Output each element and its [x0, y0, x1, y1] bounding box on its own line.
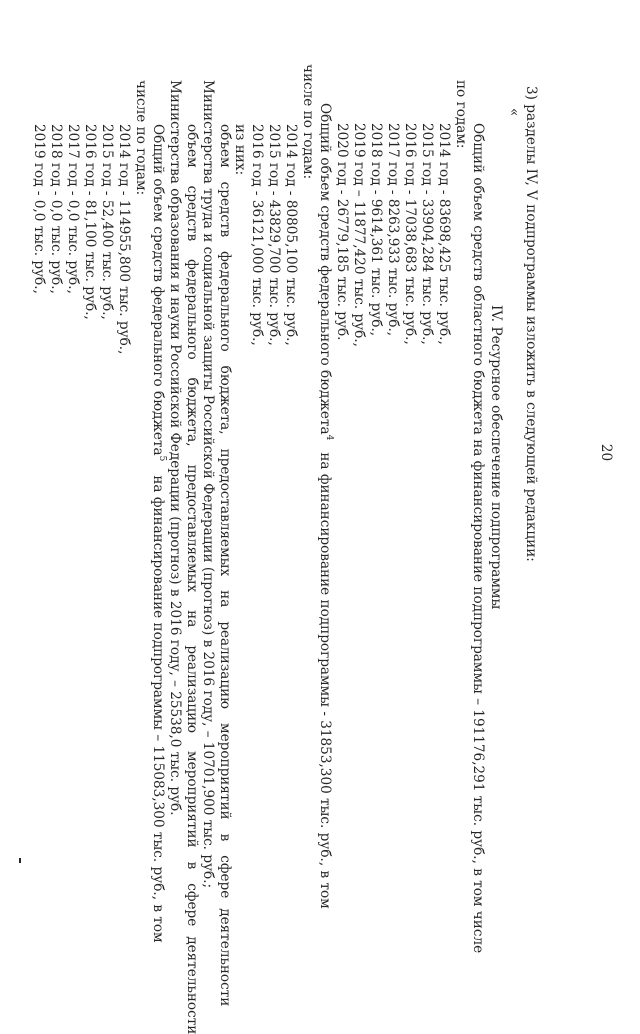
federal5-total: [147, 124, 167, 943]
federal4-year-2014: 2014 год - 80805,100 тыс. руб.,: [283, 124, 299, 346]
federal5-year-2017: 2017 год - 0,0 тыс. руб.,: [65, 124, 81, 294]
word: бюджета,: [184, 377, 200, 447]
regional-year-2018: 2018 год - 9614,361 тыс. руб.,: [368, 123, 384, 337]
word: средств: [217, 181, 233, 238]
regional-year-2014: 2014 год - 83698,425 тыс. руб.,: [436, 123, 452, 345]
regional-total: Общий объем средств областного бюджета на финансирование подпрограммы – 191176,291 тыс. руб., в том числе: [470, 123, 486, 954]
word: деятельности: [184, 936, 200, 1034]
regional-total-cont: по годам:: [453, 80, 469, 149]
federal4-year-2015: 2015 год - 43829,700 тыс. руб.,: [266, 124, 282, 346]
federal5-year-2018: 2018 год - 0,0 тыс. руб.,: [48, 124, 64, 294]
regional-year-2017: 2017 год - 8263,933 тыс. руб.,: [385, 123, 401, 337]
word: в: [217, 833, 233, 842]
word: сфере: [184, 883, 200, 927]
word: мероприятий: [184, 751, 200, 848]
labor-ministry-line: [216, 124, 234, 1006]
word: на: [184, 610, 200, 628]
page-number: 20: [598, 443, 614, 462]
federal4-total-text-b: на финансирование подпрограммы - 31853,300 тыс. руб., в том: [317, 452, 333, 909]
word: объем: [217, 124, 233, 168]
regional-year-2019: 2019 год – 11877,420 тыс. руб.,: [351, 123, 367, 347]
federal5-year-2016: 2016 год - 81,100 тыс. руб.,: [82, 124, 98, 320]
word: федерального: [184, 259, 200, 360]
federal4-total: [314, 103, 334, 909]
section-title: IV. Ресурсное обеспечение подпрограммы: [488, 305, 504, 610]
word: объем: [184, 124, 200, 168]
word: мероприятий: [217, 723, 233, 820]
federal4-year-2016: 2016 год - 36121,000 тыс. руб.,: [249, 124, 265, 346]
footnote-5-marker: 5: [157, 455, 167, 462]
federal5-year-2014: 2014 год - 114955,800 тыс. руб.,: [116, 124, 132, 355]
federal5-total-text-b: на финансирование подпрограммы – 115083,300 тыс. руб., в том: [150, 475, 166, 943]
quote-mark: «: [506, 108, 522, 117]
word: реализацию: [184, 645, 200, 734]
edu-ministry-line-b: Министерства образования и науки Российской Федерации (прогноз) в 2016 году, – 25538,0 тыс. руб.: [167, 80, 183, 816]
labor-ministry-line-b: Министерства труда и социальной защиты Российской Федерации (прогноз) в 2016 году, – 10701,900 тыс. руб.;: [200, 80, 216, 889]
federal4-total-text: Общий объем средств федерального бюджета: [317, 103, 333, 435]
federal5-total-text: Общий объем средств федерального бюджета: [150, 124, 166, 456]
word: деятельности: [217, 908, 233, 1007]
regional-year-2015: 2015 год - 33904,284 тыс. руб.,: [419, 123, 435, 345]
word: на: [217, 590, 233, 608]
federal4-total-cont: числе по годам:: [300, 64, 316, 180]
word: федерального: [217, 251, 233, 352]
footnote-4-marker: 4: [324, 434, 334, 441]
federal5-total-cont: числе по годам:: [133, 80, 149, 196]
scan-mark: [19, 858, 21, 863]
word: в: [184, 861, 200, 870]
edu-ministry-line: [183, 124, 201, 1034]
federal5-year-2019: 2019 год - 0,0 тыс. руб.,: [31, 124, 47, 294]
word: предоставляемых: [184, 464, 200, 593]
federal4-of-which: из них:: [232, 124, 248, 176]
word: реализацию: [217, 621, 233, 710]
intro-line: 3) разделы IV, V подпрограммы изложить в следующей редакции:: [523, 86, 539, 562]
regional-year-2016: 2016 год - 17038,683 тыс. руб.,: [402, 123, 418, 345]
regional-year-2020: 2020 год - 26779,185 тыс. руб.: [334, 123, 350, 341]
word: предоставляемых: [217, 448, 233, 577]
word: средств: [184, 185, 200, 242]
federal5-year-2015: 2015 год - 52,400 тыс. руб.,: [99, 124, 115, 320]
word: бюджета,: [217, 365, 233, 435]
word: сфере: [217, 855, 233, 899]
